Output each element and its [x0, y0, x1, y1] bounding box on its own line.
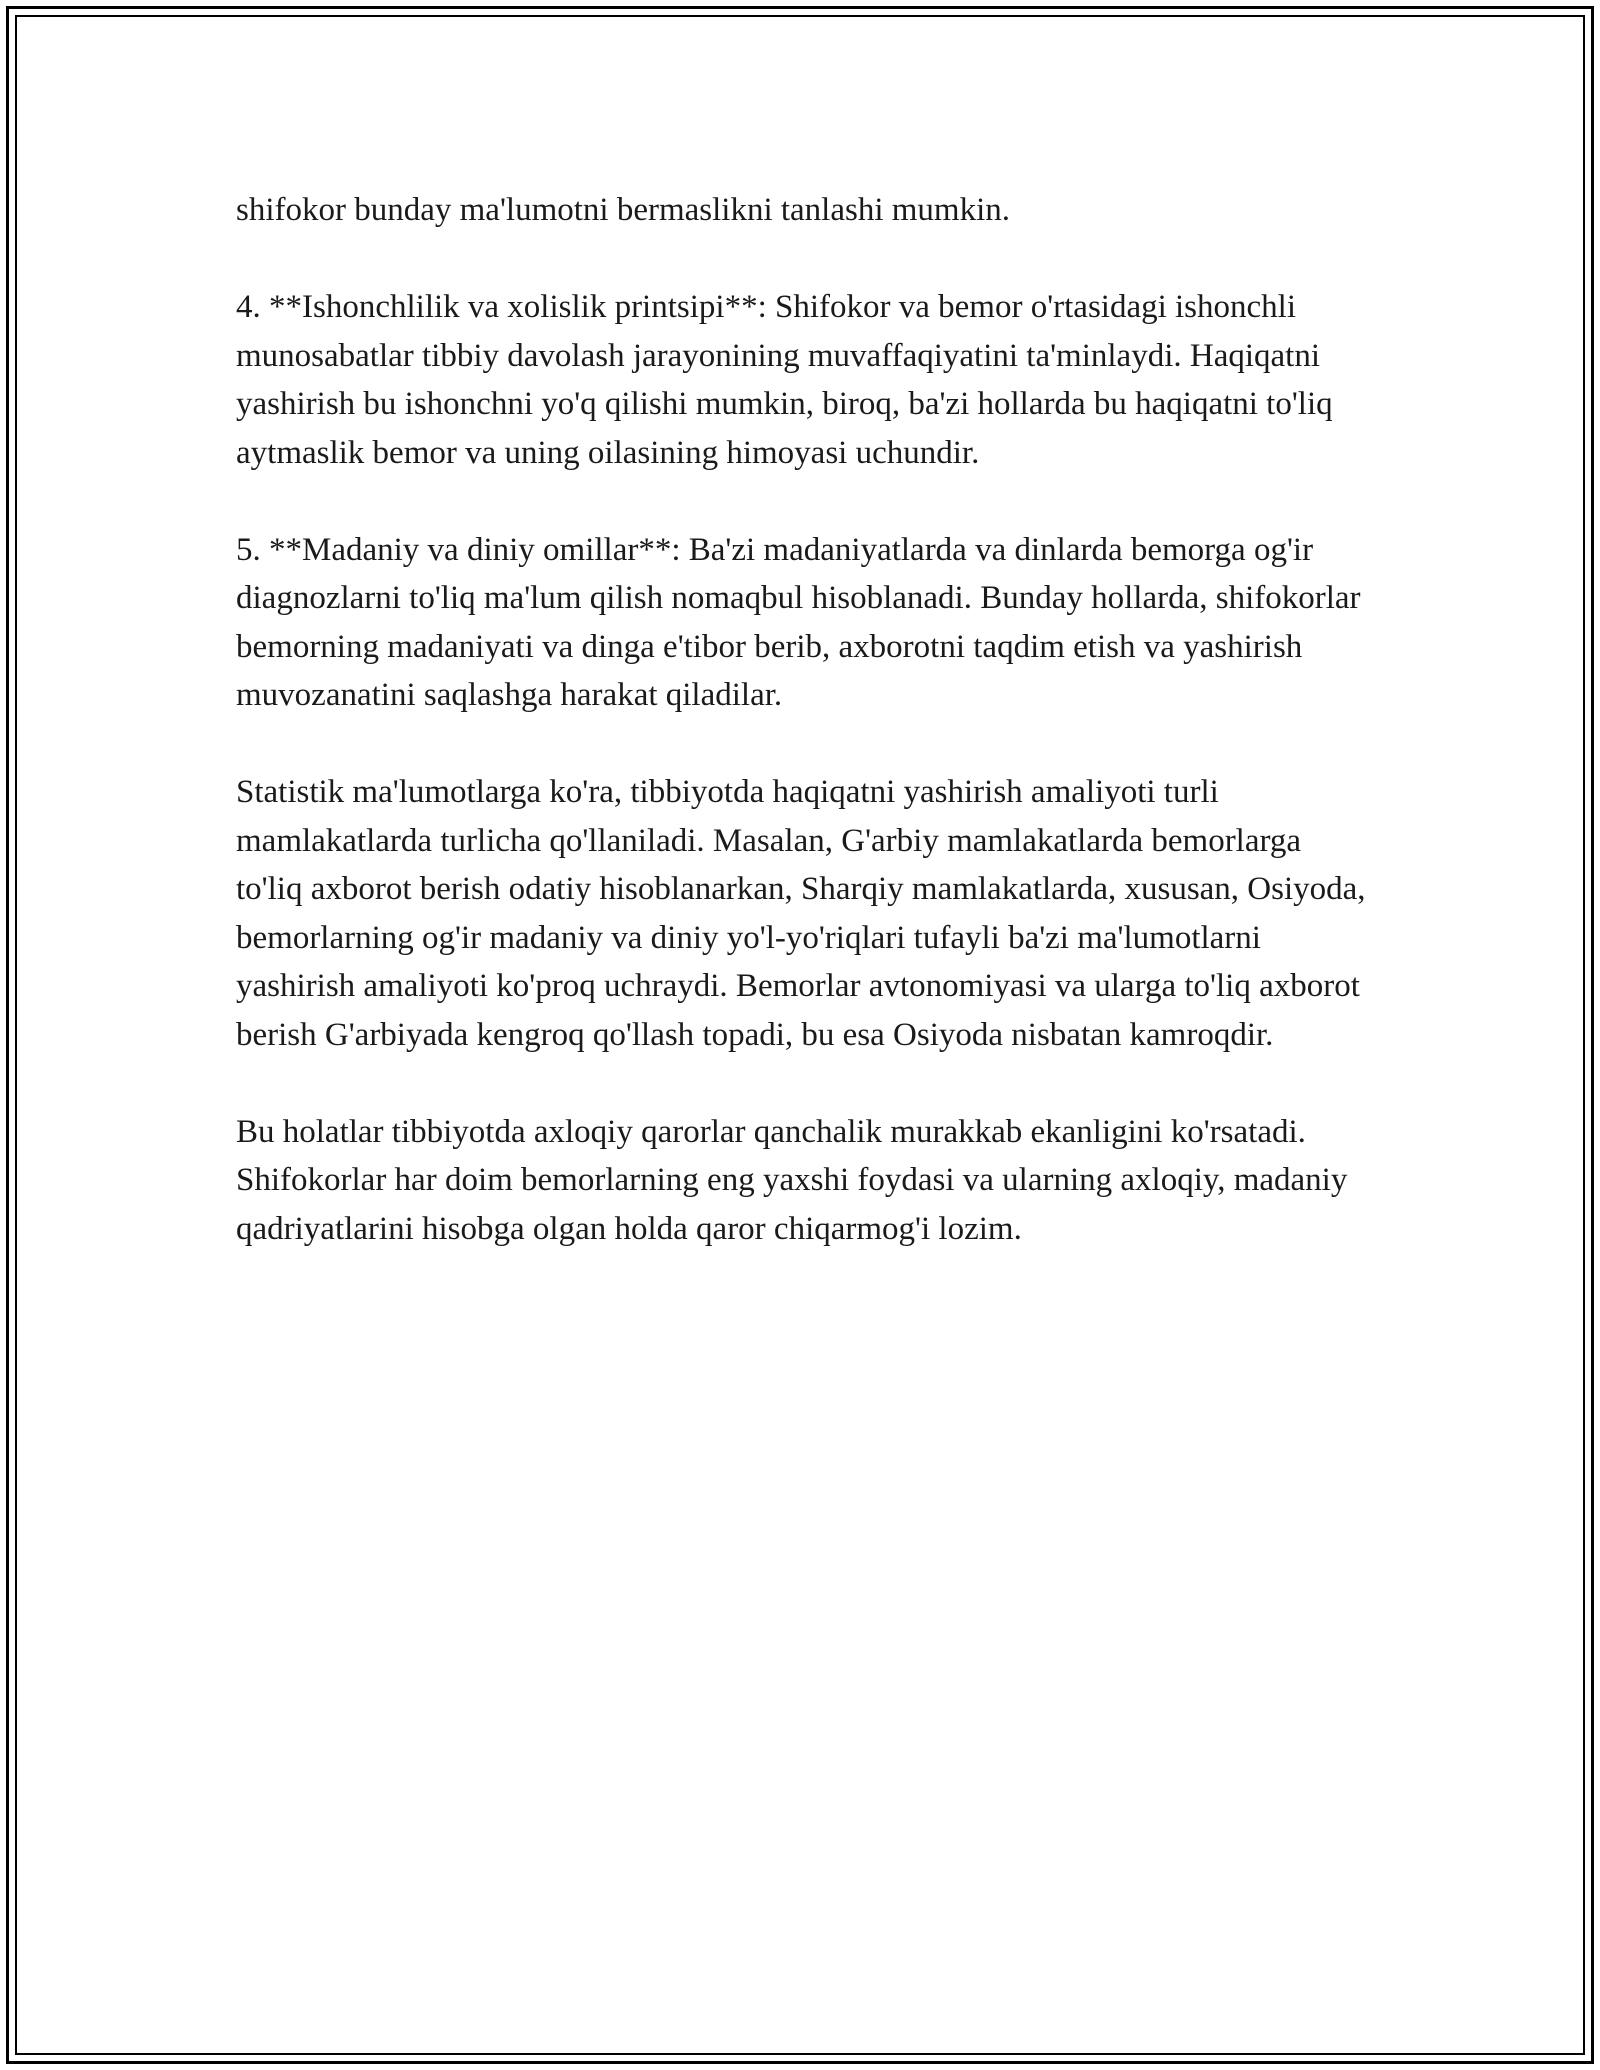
paragraph-statistics: Statistik ma'lumotlarga ko'ra, tibbiyotda haqiqatni yashirish amaliyoti turli mamlakatlarda turlicha qo'llaniladi. Masalan, G'arbiy mamlakatlarda bemorlarga to'liq axborot berish odatiy hisoblanarkan, Sharqiy mamlakatlarda, xususan, Osiyoda, bemorlarning og'ir madaniy va diniy yo'l-yo'riqlari tufayli ba'zi ma'lumotlarni yashirish amaliyoti ko'proq uchraydi. Bemorlar avtonomiyasi va ularga to'liq axborot berish G'arbiyada kengroq qo'llash topadi, bu esa Osiyoda nisbatan kamroqdir. — [236, 774, 1366, 1053]
paragraph-trust-principle: 4. **Ishonchlilik va xolislik printsipi**: Shifokor va bemor o'rtasidagi ishonchli munosabatlar tibbiy davolash jarayonining muvaffaqiyatini ta'minlaydi. Haqiqatni yashirish bu ishonchni yo'q qilishi mumkin, biroq, ba'zi hollarda bu haqiqatni to'liq aytmaslik bemor va uning oilasining himoyasi uchundir. — [236, 289, 1333, 471]
paragraph-conclusion: Bu holatlar tibbiyotda axloqiy qarorlar qanchalik murakkab ekanligini ko'rsatadi. Shifokorlar har doim bemorlarning eng yaxshi foydasi va ularning axloqiy, madaniy qadriyatlarini hisobga olgan holda qaror chiqarmog'i lozim. — [236, 1113, 1348, 1247]
document-body — [236, 186, 1366, 1302]
paragraph-continuation: shifokor bunday ma'lumotni bermaslikni tanlashi mumkin. — [236, 192, 1011, 228]
paragraph-cultural-religious-factors: 5. **Madaniy va diniy omillar**: Ba'zi madaniyatlarda va dinlarda bemorga og'ir diagnozlarni to'liq ma'lum qilish nomaqbul hisoblanadi. Bunday hollarda, shifokorlar bemorning madaniyati va dinga e'tibor berib, axborotni taqdim etish va yashirish muvozanatini saqlashga harakat qiladilar. — [236, 531, 1361, 713]
